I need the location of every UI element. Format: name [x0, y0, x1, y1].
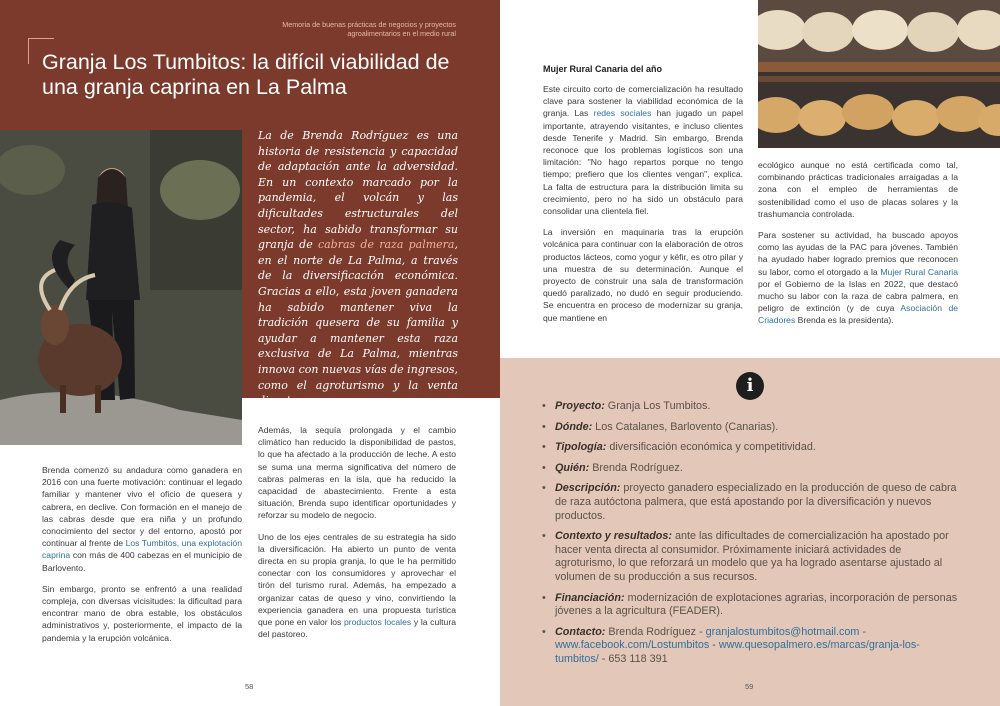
info-item-donde — [540, 421, 960, 435]
right-page — [500, 0, 1000, 706]
info-label: Contexto y resultados: — [555, 530, 672, 543]
right-column-2 — [758, 159, 958, 336]
info-item-financiacion — [540, 592, 960, 619]
paragraph — [258, 531, 456, 641]
intro-paragraph — [258, 128, 458, 409]
section-heading: Mujer Rural Canaria del año — [543, 64, 663, 74]
contact-name: Brenda Rodríguez - — [605, 625, 706, 638]
separator: - — [859, 625, 867, 638]
inline-link[interactable]: Mujer Rural Canaria — [880, 266, 958, 277]
paragraph: Sin embargo, pronto se enfrentó a una realidad compleja, con diversas vicisitudes: la dificultad para encontrar mano de obra estable, los obstáculos administrativos y, posteriormente, el impacto de la pandemia y la erupción volcánica. — [42, 583, 242, 643]
info-label: Descripción: — [555, 482, 621, 495]
text: por el Gobierno de la Islas en 2022, que destacó mucho su labor con la raza de cabra palmera, en peligro de extinción (y de cuya — [758, 278, 958, 314]
inline-link[interactable]: Los Tumbitos, una explotación caprina — [42, 538, 242, 561]
page-number: 58 — [245, 682, 254, 691]
photo-illustration — [0, 130, 242, 445]
info-value: modernización de explotaciones agrarias, incorporación de personas jóvenes a la agricultura (FEADER). — [555, 591, 958, 618]
intro-text-part: , en el norte de La Palma, a través de la diversificación económica. Gracias a ello, esta joven ganadera ha sabido mantener viva la tradición quesera de su familia y ayudar a mantener esta raza exclusiva de La Palma, mientras innova con nuevas vías de ingresos, como el agroturismo y la venta directa. . — [258, 238, 458, 408]
contact-phone: 653 118 391 — [608, 652, 668, 665]
inline-link[interactable]: Asociación de Criadores — [758, 303, 958, 326]
info-value: Brenda Rodríguez. — [589, 461, 683, 474]
text: Brenda es la presidenta). — [795, 315, 894, 326]
info-label: Contacto: — [555, 625, 606, 638]
text: Este circuito corto de comercialización ha resultado clave para sostener la viabilidad económica de la granja. Las — [543, 84, 743, 119]
email-link[interactable]: granjalostumbitos@hotmail.com — [705, 625, 860, 638]
project-info-list — [540, 400, 960, 674]
paragraph — [758, 229, 958, 327]
info-icon: i — [736, 372, 764, 400]
info-label: Financiación: — [555, 591, 625, 604]
info-value: proyecto ganadero especializado en la producción de queso de cabra de raza autóctona palmera, que está apostando por la diversificación y nuevos productos. — [555, 482, 957, 522]
info-value: ante las dificultades de comercialización ha apostado por hacer venta directa al consumidor. Próximamente iniciará actividades de agroturismo, lo que reforzará un modelo que ya ha logrado asentarse ajustado al volumen de su producción a sus recursos. — [555, 530, 949, 583]
paragraph: La inversión en maquinaria tras la erupción volcánica para continuar con la elaboración de otros productos lácteos, como yogur y kéfir, es otro pilar y una muestra de su determinación. Aunque el proyecto de construir una sala de transformación quedó paralizado, no dudó en seguir produciendo. Se encuentra en proceso de modernizar su granja, que mantiene en — [543, 227, 743, 323]
paragraph: Además, la sequía prolongada y el cambio climático han reducido la disponibilidad de pastos, lo que ha afectado a la producción de leche. A esto se suma una merma significativa del número de cabras palmeras en la isla, que ha reducido la capacidad de abastecimiento. Frente a esta situación, Brenda supo identificar oportunidades y reforzar su modelo de negocio. — [258, 425, 456, 521]
paragraph — [42, 464, 242, 574]
info-label: Dónde: — [555, 420, 593, 433]
info-item-proyecto — [540, 400, 960, 414]
separator: - — [598, 652, 609, 665]
intro-text-part: La de Brenda Rodríguez es una historia de resistencia y capacidad de adaptación ante la adversidad. En un contexto marcado por la pandemia, el volcán y las dificultades estructurales del sector, ha sabido transformar su granja de — [258, 129, 458, 252]
paragraph: ecológico aunque no está certificada como tal, combinando prácticas tradicionales arraigadas a la zona con el empleo de herramientas de sostenibilidad como el uso de placas solares y la trashumancia controlada. — [758, 160, 958, 219]
info-label: Proyecto: — [555, 400, 605, 412]
info-item-descripcion — [540, 482, 960, 523]
info-item-tipologia — [540, 441, 960, 455]
text: han jugado un papel importante, atrayendo visitantes, e incluso clientes desde Tenerife y Madrid. Sin embargo, Brenda reconoce que los problemas logísticos son una limitación: "No hago repartos porque no tengo tiempo; prefiero que los clientes vengan", explica. La falta de estructura para la distribución limita su crecimiento, pero no ha sido un obstáculo para consolidar una clientela fiel. — [543, 108, 744, 217]
inline-link[interactable]: productos locales — [344, 617, 412, 628]
right-column-1 — [543, 83, 743, 333]
text: con más de 400 cabezas en el municipio de Barlovento. — [42, 550, 242, 573]
cheese-illustration — [758, 0, 1000, 148]
header-note: Memoria de buenas prácticas de negocios y proyectos agroalimentarios en el medio rural — [282, 20, 456, 38]
paragraph — [543, 83, 743, 217]
facebook-link[interactable]: www.facebook.com/Lostumbitos — [555, 639, 710, 652]
info-value: diversificación económica y competitividad. — [606, 441, 816, 454]
info-item-quien — [540, 462, 960, 476]
text: Para sostener su actividad, ha buscado apoyos como las ayudas de la PAC para jóvenes. También ha ayudado haber logrado premios que reconocen su labor, como el otorgado a la — [758, 230, 958, 277]
farmer-goat-photo — [0, 130, 242, 445]
page-title: Granja Los Tumbitos: la difícil viabilidad de una granja caprina en La Palma — [42, 50, 450, 99]
info-value: Los Catalanes, Barlovento (Canarias). — [592, 420, 779, 433]
left-column-2 — [258, 424, 456, 649]
info-value: Granja Los Tumbitos. — [604, 400, 711, 412]
cheese-photo — [758, 0, 1000, 148]
inline-link[interactable]: redes sociales — [593, 108, 652, 119]
info-label: Quién: — [555, 461, 590, 474]
separator: - — [709, 639, 719, 652]
info-item-contacto — [540, 626, 960, 667]
website-link[interactable]: www.quesopalmero.es/marcas/granja-los-tumbitos/ — [555, 639, 920, 665]
text: y la cultura del pastoreo. — [258, 617, 456, 640]
intro-link[interactable]: cabras de raza palmera — [317, 238, 455, 252]
info-label: Tipología: — [555, 441, 607, 454]
page-number: 59 — [745, 682, 754, 691]
left-column-1 — [42, 464, 242, 653]
info-item-contexto — [540, 530, 960, 584]
text: Brenda comenzó su andadura como ganadera en 2016 con una fuerte motivación: continuar el legado familiar y mantener vivo el oficio de quesera y cabrera, en declive. Con formación en el manejo de las cabras desde que era niña y un profundo conocimiento del sector y del entorno, apostó por continuar al frente de — [42, 465, 242, 549]
text: Uno de los ejes centrales de su estrategia ha sido la diversificación. Ha abierto un punto de venta directa en su propia granja, lo que le ha permitido conectar con los consumidores y aprovechar el tirón del turismo rural. Además, ha empezado a organizar catas de queso y vino, convirtiendo la experiencia ganadera en una propuesta turística que pone en valor los — [258, 531, 456, 628]
